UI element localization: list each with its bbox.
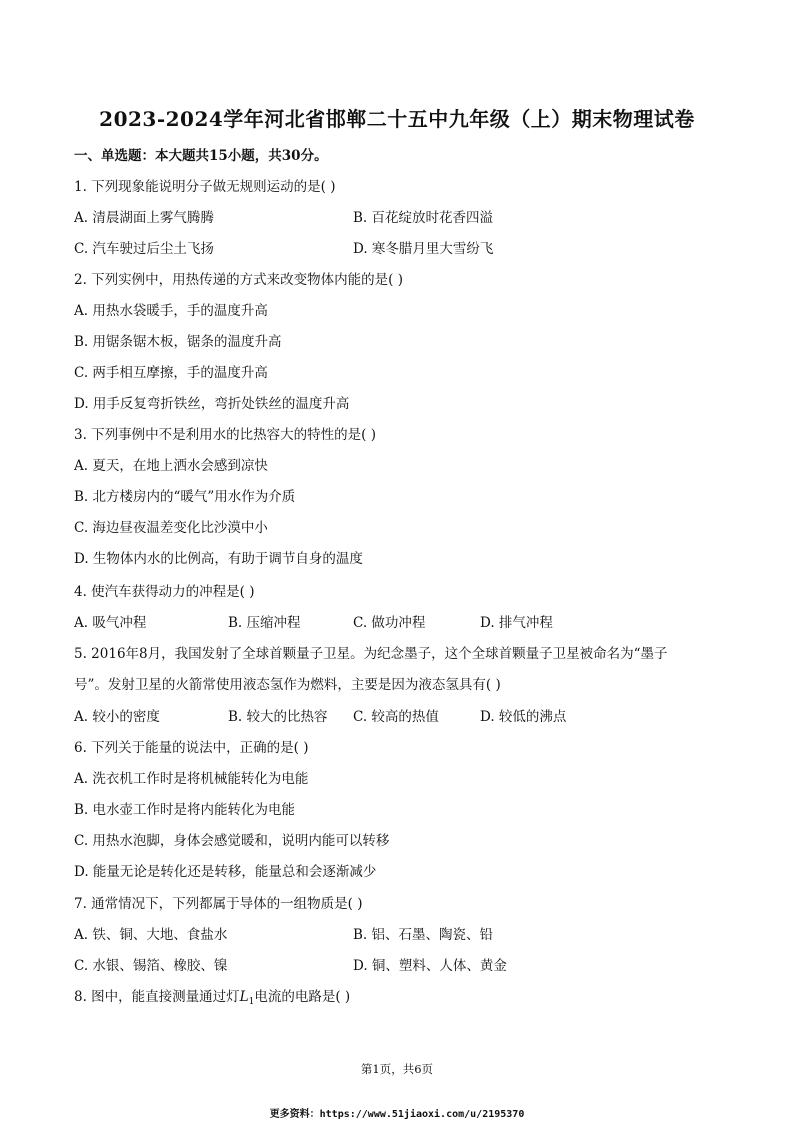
q5-option-d: D. 较低的沸点 xyxy=(480,709,567,725)
q6-option-d: D. 能量无论是转化还是转移，能量总和会逐渐减少 xyxy=(74,864,377,880)
q7-option-c: C. 水银、锡箔、橡胶、镍 xyxy=(74,958,228,974)
resource-link[interactable]: 更多资料：https://www.51jiaoxi.com/u/2195370 xyxy=(269,1109,525,1120)
q1-option-d: D. 寒冬腊月里大雪纷飞 xyxy=(353,241,494,257)
q2-option-d: D. 用手反复弯折铁丝，弯折处铁丝的温度升高 xyxy=(74,396,350,412)
q7-option-a: A. 铁、铜、大地、食盐水 xyxy=(74,927,228,943)
q1-option-c: C. 汽车驶过后尘土飞扬 xyxy=(74,241,214,257)
question-3-stem: 3. 下列事例中不是利用水的比热容大的特性的是( ) xyxy=(74,427,376,443)
page-number: 第1页，共6页 xyxy=(360,1062,434,1076)
question-4-stem: 4. 使汽车获得动力的冲程是( ) xyxy=(74,584,255,600)
q5-option-c: C. 较高的热值 xyxy=(353,709,439,725)
exam-title: 2023-2024学年河北省邯郸二十五中九年级（上）期末物理试卷 xyxy=(99,107,695,131)
q6-option-b: B. 电水壶工作时是将内能转化为电能 xyxy=(74,802,296,818)
question-6-stem: 6. 下列关于能量的说法中，正确的是( ) xyxy=(74,740,309,756)
q3-option-b: B. 北方楼房内的“暖气”用水作为介质 xyxy=(74,489,296,505)
q8-lamp-subscript: 1 xyxy=(248,997,255,1007)
q3-option-a: A. 夏天，在地上洒水会感到凉快 xyxy=(74,458,268,474)
q7-option-b: B. 铝、石墨、陶瓷、铅 xyxy=(353,927,494,943)
q4-option-a: A. 吸气冲程 xyxy=(74,615,147,631)
q4-option-c: C. 做功冲程 xyxy=(353,615,426,631)
q2-option-b: B. 用锯条锯木板，锯条的温度升高 xyxy=(74,334,282,350)
q8-stem-part2: 电流的电路是( ) xyxy=(254,989,351,1005)
q1-option-b: B. 百花绽放时花香四溢 xyxy=(353,210,494,226)
q7-option-d: D. 铜、塑料、人体、黄金 xyxy=(353,958,507,974)
q3-option-d: D. 生物体内水的比例高，有助于调节自身的温度 xyxy=(74,551,363,567)
question-7-stem: 7. 通常情况下，下列都属于导体的一组物质是( ) xyxy=(74,896,363,912)
section-heading: 一、单选题：本大题共15小题，共30分。 xyxy=(74,148,328,164)
q4-option-b: B. 压缩冲程 xyxy=(228,615,301,631)
question-8-stem xyxy=(74,988,350,1011)
question-2-stem: 2. 下列实例中，用热传递的方式来改变物体内能的是( ) xyxy=(74,272,403,288)
q6-option-a: A. 洗衣机工作时是将机械能转化为电能 xyxy=(74,771,309,787)
q2-option-c: C. 两手相互摩擦，手的温度升高 xyxy=(74,365,268,381)
q3-option-c: C. 海边昼夜温差变化比沙漠中小 xyxy=(74,520,268,536)
q5-option-a: A. 较小的密度 xyxy=(74,709,160,725)
q4-option-d: D. 排气冲程 xyxy=(480,615,553,631)
q2-option-a: A. 用热水袋暖手，手的温度升高 xyxy=(74,303,268,319)
q6-option-c: C. 用热水泡脚，身体会感觉暖和，说明内能可以转移 xyxy=(74,833,390,849)
q5-option-b: B. 较大的比热容 xyxy=(228,709,328,725)
question-5-stem-line1: 5. 2016年8月，我国发射了全球首颗量子卫星。为纪念墨子，这个全球首颗量子卫星被命名为“墨子 xyxy=(74,646,668,662)
q8-lamp-symbol: L xyxy=(239,989,249,1005)
question-1-stem: 1. 下列现象能说明分子做无规则运动的是( ) xyxy=(74,179,336,195)
q1-option-a: A. 清晨湖面上雾气腾腾 xyxy=(74,210,214,226)
question-5-stem-line2: 号”。发射卫星的火箭常使用液态氢作为燃料，主要是因为液态氢具有( ) xyxy=(74,677,501,693)
q8-stem-part1: 8. 图中，能直接测量通过灯 xyxy=(74,989,240,1005)
